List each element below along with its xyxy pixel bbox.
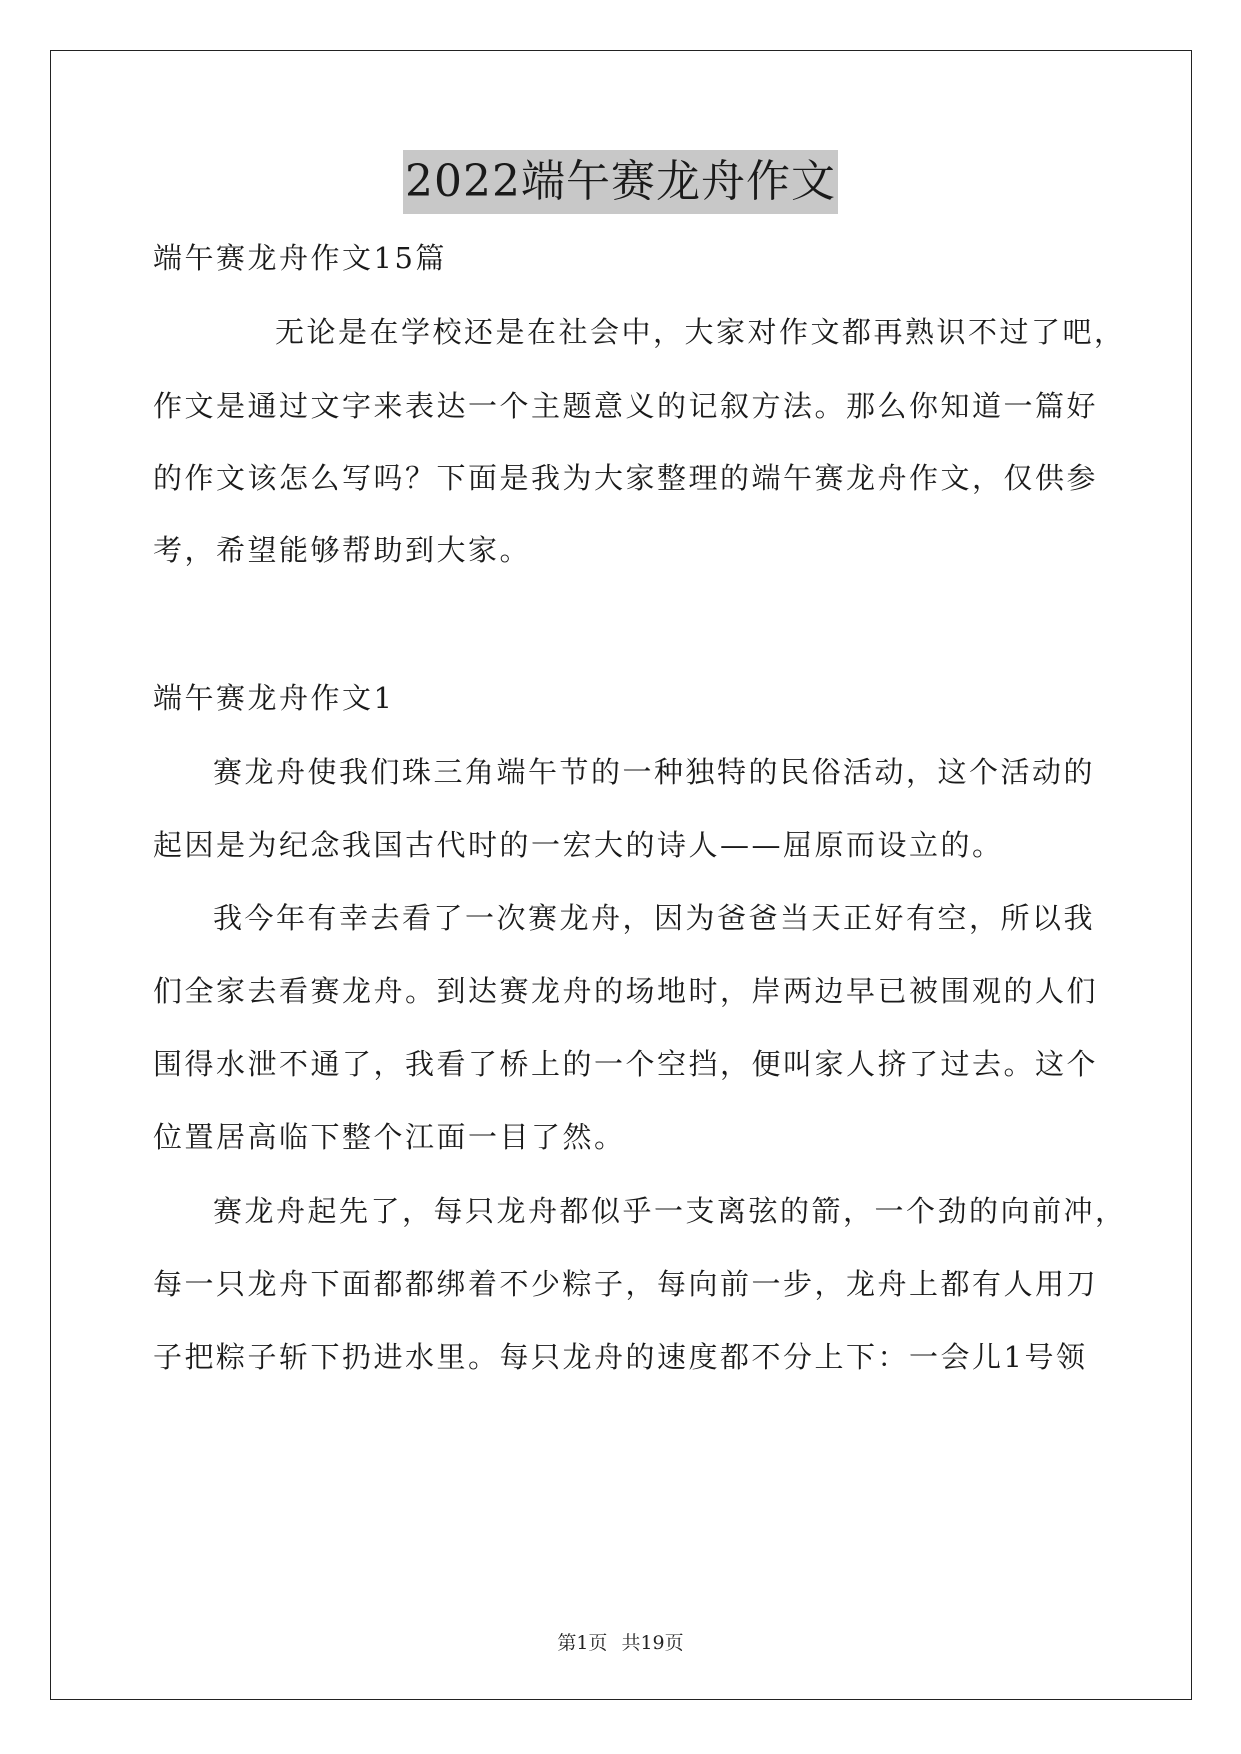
intro-line: 无论是在学校还是在社会中，大家对作文都再熟识不过了吧， bbox=[275, 315, 1126, 349]
intro-line: 的作文该怎么写吗？下面是我为大家整理的端午赛龙舟作文，仅供参 bbox=[153, 461, 1099, 495]
section-heading: 端午赛龙舟作文1 bbox=[153, 681, 395, 715]
paragraph-line: 我今年有幸去看了一次赛龙舟，因为爸爸当天正好有空，所以我 bbox=[213, 901, 1096, 935]
intro-line: 作文是通过文字来表达一个主题意义的记叙方法。那么你知道一篇好 bbox=[153, 389, 1099, 423]
document-title: 2022端午赛龙舟作文 bbox=[403, 150, 838, 214]
paragraph-line: 起因是为纪念我国古代时的一宏大的诗人——屈原而设立的。 bbox=[153, 828, 1004, 862]
paragraph-line: 每一只龙舟下面都都绑着不少粽子，每向前一步，龙舟上都有人用刀 bbox=[153, 1267, 1099, 1301]
page-footer bbox=[0, 1628, 1241, 1655]
paragraph-line: 位置居高临下整个江面一目了然。 bbox=[153, 1120, 626, 1154]
page-total: 共19页 bbox=[621, 1632, 684, 1654]
paragraph-line: 们全家去看赛龙舟。到达赛龙舟的场地时，岸两边早已被围观的人们 bbox=[153, 974, 1099, 1008]
subtitle: 端午赛龙舟作文15篇 bbox=[153, 241, 447, 275]
paragraph-line: 围得水泄不通了，我看了桥上的一个空挡，便叫家人挤了过去。这个 bbox=[153, 1047, 1099, 1081]
paragraph-line: 赛龙舟使我们珠三角端午节的一种独特的民俗活动，这个活动的 bbox=[213, 755, 1096, 789]
paragraph-line: 子把粽子斩下扔进水里。每只龙舟的速度都不分上下：一会儿1号领 bbox=[153, 1340, 1088, 1374]
intro-line: 考，希望能够帮助到大家。 bbox=[153, 533, 532, 567]
title-container bbox=[0, 150, 1241, 214]
paragraph-line: 赛龙舟起先了，每只龙舟都似乎一支离弦的箭，一个劲的向前冲， bbox=[213, 1194, 1127, 1228]
page-border bbox=[50, 50, 1192, 1700]
page-number: 第1页 bbox=[557, 1632, 608, 1654]
